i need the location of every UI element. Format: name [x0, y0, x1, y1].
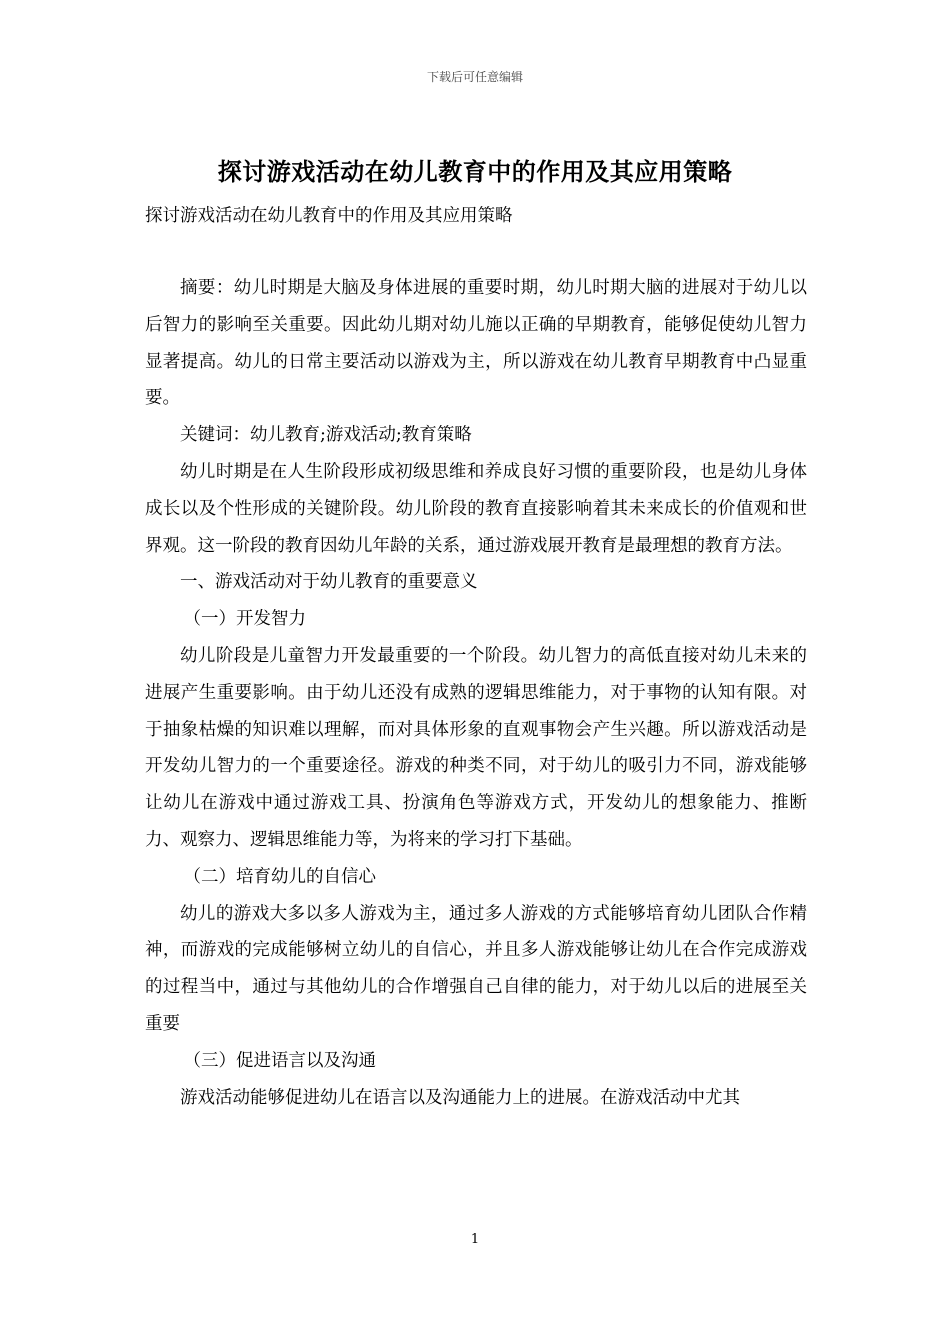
- subsection-heading: （二）培育幼儿的自信心: [183, 866, 376, 887]
- page-number: 1: [470, 1232, 480, 1247]
- header-note: 下载后可任意编辑: [426, 70, 523, 84]
- body-paragraph: 幼儿的游戏大多以多人游戏为主，通过多人游戏的方式能够培育幼儿团队合作精神，而游戏的完成能够树立幼儿的自信心，并且多人游戏能够让幼儿在合作完成游戏的过程当中，通过与其他幼儿的合作增强自己自律的能力，对于幼儿以后的进展至关重要: [145, 903, 807, 1034]
- document-subtitle: 探讨游戏活动在幼儿教育中的作用及其应用策略: [145, 206, 513, 226]
- intro-paragraph: 幼儿时期是在人生阶段形成初级思维和养成良好习惯的重要阶段，也是幼儿身体成长以及个性形成的关键阶段。幼儿阶段的教育直接影响着其未来成长的价值观和世界观。这一阶段的教育因幼儿年龄的关系，通过游戏展开教育是最理想的教育方法。: [145, 461, 807, 556]
- section-heading: 一、游戏活动对于幼儿教育的重要意义: [180, 572, 478, 593]
- body-paragraph: 游戏活动能够促进幼儿在语言以及沟通能力上的进展。在游戏活动中尤其: [180, 1087, 740, 1108]
- subsection-heading: （三）促进语言以及沟通: [183, 1050, 376, 1071]
- abstract-paragraph: 摘要：幼儿时期是大脑及身体进展的重要时期，幼儿时期大脑的进展对于幼儿以后智力的影响至关重要。因此幼儿期对幼儿施以正确的早期教育，能够促使幼儿智力显著提高。幼儿的日常主要活动以游戏为主，所以游戏在幼儿教育早期教育中凸显重要。: [145, 278, 807, 409]
- keywords-paragraph: 关键词：幼儿教育;游戏活动;教育策略: [180, 425, 472, 446]
- subsection-heading: （一）开发智力: [183, 609, 306, 630]
- document-title: 探讨游戏活动在幼儿教育中的作用及其应用策略: [217, 157, 733, 186]
- document-body: [145, 270, 807, 1116]
- body-paragraph: 幼儿阶段是儿童智力开发最重要的一个阶段。幼儿智力的高低直接对幼儿未来的进展产生重要影响。由于幼儿还没有成熟的逻辑思维能力，对于事物的认知有限。对于抽象枯燥的知识难以理解，而对具体形象的直观事物会产生兴趣。所以游戏活动是开发幼儿智力的一个重要途径。游戏的种类不同，对于幼儿的吸引力不同，游戏能够让幼儿在游戏中通过游戏工具、扮演角色等游戏方式，开发幼儿的想象能力、推断力、观察力、逻辑思维能力等，为将来的学习打下基础。: [145, 645, 807, 850]
